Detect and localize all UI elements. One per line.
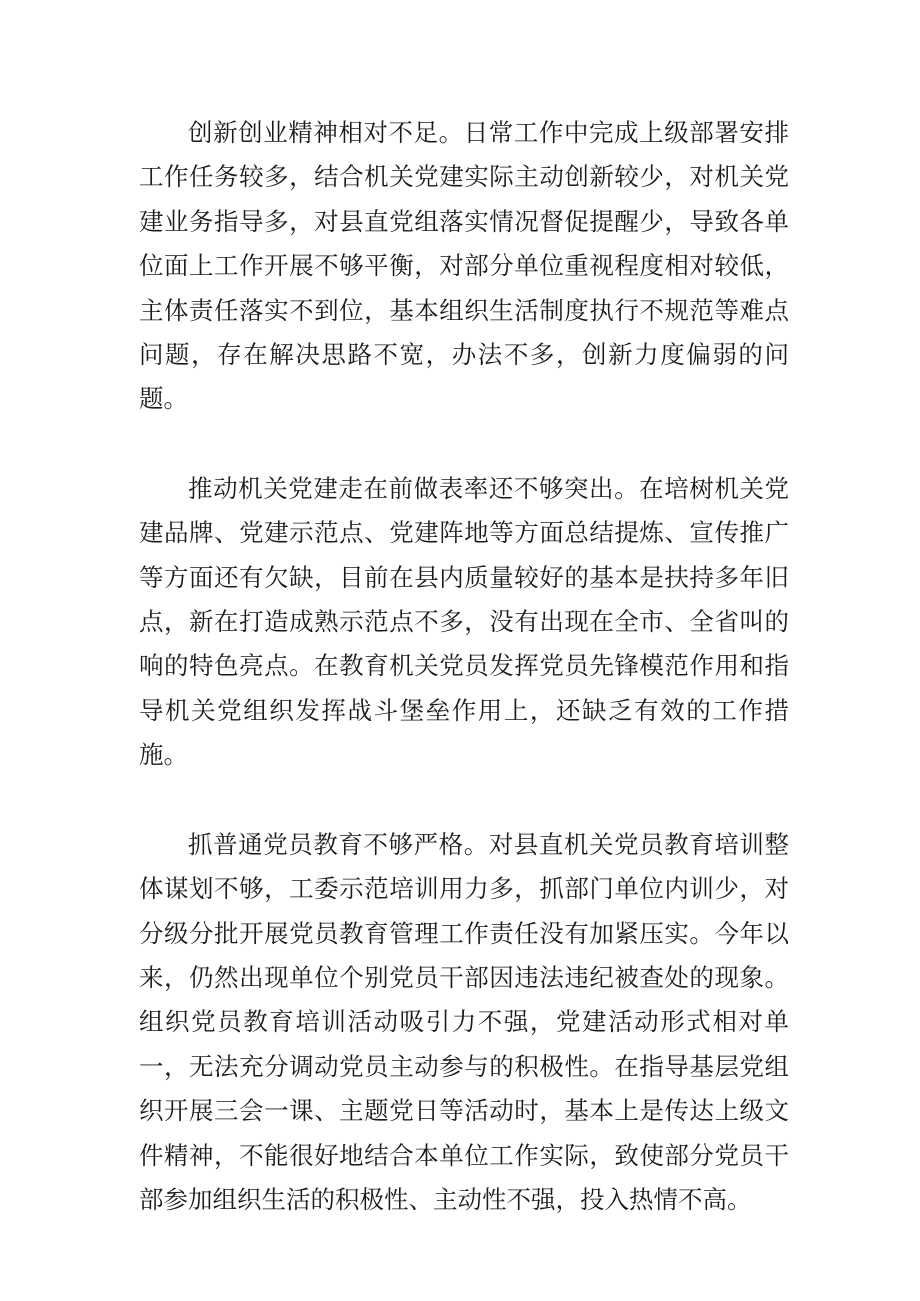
document-body — [139, 111, 789, 1222]
paragraph-party-building-model: 推动机关党建走在前做表率还不够突出。在培树机关党建品牌、党建示范点、党建阵地等方面总结提炼、宣传推广等方面还有欠缺，目前在县内质量较好的基本是扶持多年旧点，新在打造成熟示范点不多，没有出现在全市、全省叫的响的特色亮点。在教育机关党员发挥党员先锋模范作用和指导机关党组织发挥战斗堡垒作用上，还缺乏有效的工作措施。 — [139, 473, 789, 770]
paragraph-innovation: 创新创业精神相对不足。日常工作中完成上级部署安排工作任务较多，结合机关党建实际主动创新较少，对机关党建业务指导多，对县直党组落实情况督促提醒少，导致各单位面上工作开展不够平衡，对部分单位重视程度相对较低，主体责任落实不到位，基本组织生活制度执行不规范等难点问题，存在解决思路不宽，办法不多，创新力度偏弱的问题。 — [139, 118, 789, 414]
paragraph-member-education: 抓普通党员教育不够严格。对县直机关党员教育培训整体谋划不够，工委示范培训用力多，抓部门单位内训少，对分级分批开展党员教育管理工作责任没有加紧压实。今年以来，仍然出现单位个别党员干部因违法违纪被查处的现象。组织党员教育培训活动吸引力不强，党建活动形式相对单一，无法充分调动党员主动参与的积极性。在指导基层党组织开展三会一课、主题党日等活动时，基本上是传达上级文件精神，不能很好地结合本单位工作实际，致使部分党员干部参加组织生活的积极性、主动性不强，投入热情不高。 — [139, 829, 789, 1214]
